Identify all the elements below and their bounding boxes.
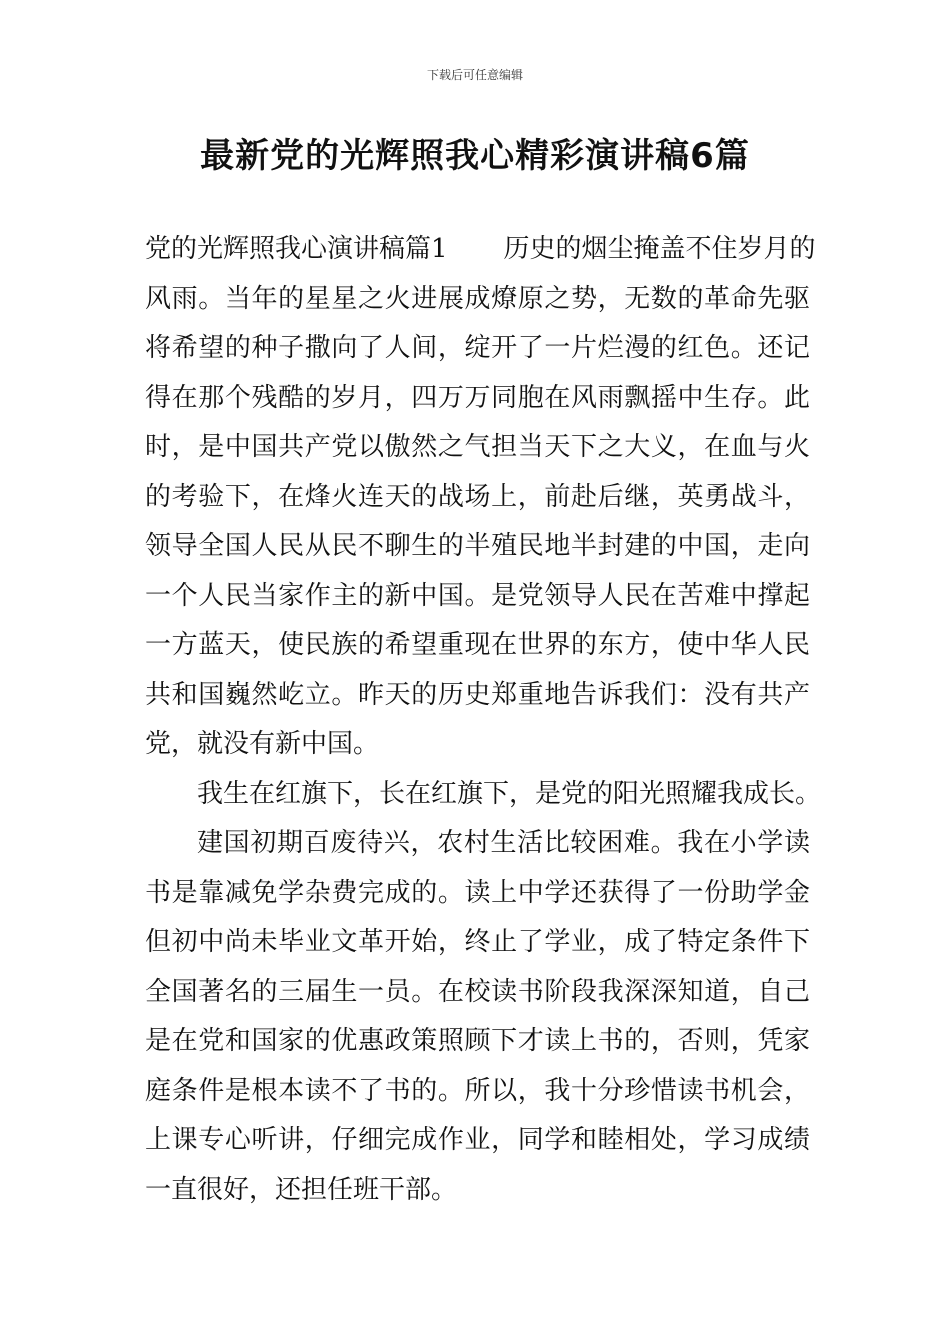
text-line: 庭条件是根本读不了书的。所以，我十分珍惜读书机会， bbox=[145, 1075, 810, 1106]
text-line: 一直很好，还担任班干部。 bbox=[145, 1174, 458, 1205]
text-line: 将希望的种子撒向了人间，绽开了一片烂漫的红色。还记 bbox=[145, 333, 810, 363]
document-body bbox=[145, 225, 822, 1215]
text-line: 一方蓝天，使民族的希望重现在世界的东方，使中华人民 bbox=[145, 630, 810, 660]
text-line: 但初中尚未毕业文革开始，终止了学业，成了特定条件下 bbox=[145, 927, 810, 957]
text-line: 上课专心听讲，仔细完成作业，同学和睦相处，学习成绩 bbox=[145, 1125, 810, 1155]
text-line: 一个人民当家作主的新中国。是党领导人民在苦难中撑起 bbox=[145, 580, 810, 611]
text-line: 全国著名的三届生一员。在校读书阶段我深深知道，自己 bbox=[145, 976, 810, 1007]
paragraph-text: 历史的烟尘掩盖不住岁月的 bbox=[503, 234, 816, 264]
text-line: 共和国巍然屹立。昨天的历史郑重地告诉我们：没有共产 bbox=[145, 679, 810, 710]
text-line: 党，就没有新中国。 bbox=[145, 729, 380, 759]
text-line: 领导全国人民从民不聊生的半殖民地半封建的中国，走向 bbox=[145, 531, 810, 561]
text-line: 的考验下，在烽火连天的战场上，前赴后继，英勇战斗， bbox=[145, 481, 810, 512]
text-line bbox=[145, 225, 816, 275]
header-note: 下载后可任意编辑 bbox=[426, 68, 523, 82]
text-line: 风雨。当年的星星之火进展成燎原之势，无数的革命先驱 bbox=[145, 283, 810, 314]
text-line: 时，是中国共产党以傲然之气担当天下之大义，在血与火 bbox=[145, 432, 810, 462]
section-label: 党的光辉照我心演讲稿篇1 bbox=[145, 234, 448, 264]
text-line: 建国初期百废待兴，农村生活比较困难。我在小学读 bbox=[197, 828, 810, 858]
document-title: 最新党的光辉照我心精彩演讲稿6篇 bbox=[200, 136, 750, 176]
text-line: 得在那个残酷的岁月，四万万同胞在风雨飘摇中生存。此 bbox=[145, 382, 810, 413]
text-line: 是在党和国家的优惠政策照顾下才读上书的，否则，凭家 bbox=[145, 1026, 810, 1056]
text-line: 书是靠减免学杂费完成的。读上中学还获得了一份助学金 bbox=[145, 877, 810, 908]
text-line: 我生在红旗下，长在红旗下，是党的阳光照耀我成长。 bbox=[197, 778, 822, 809]
